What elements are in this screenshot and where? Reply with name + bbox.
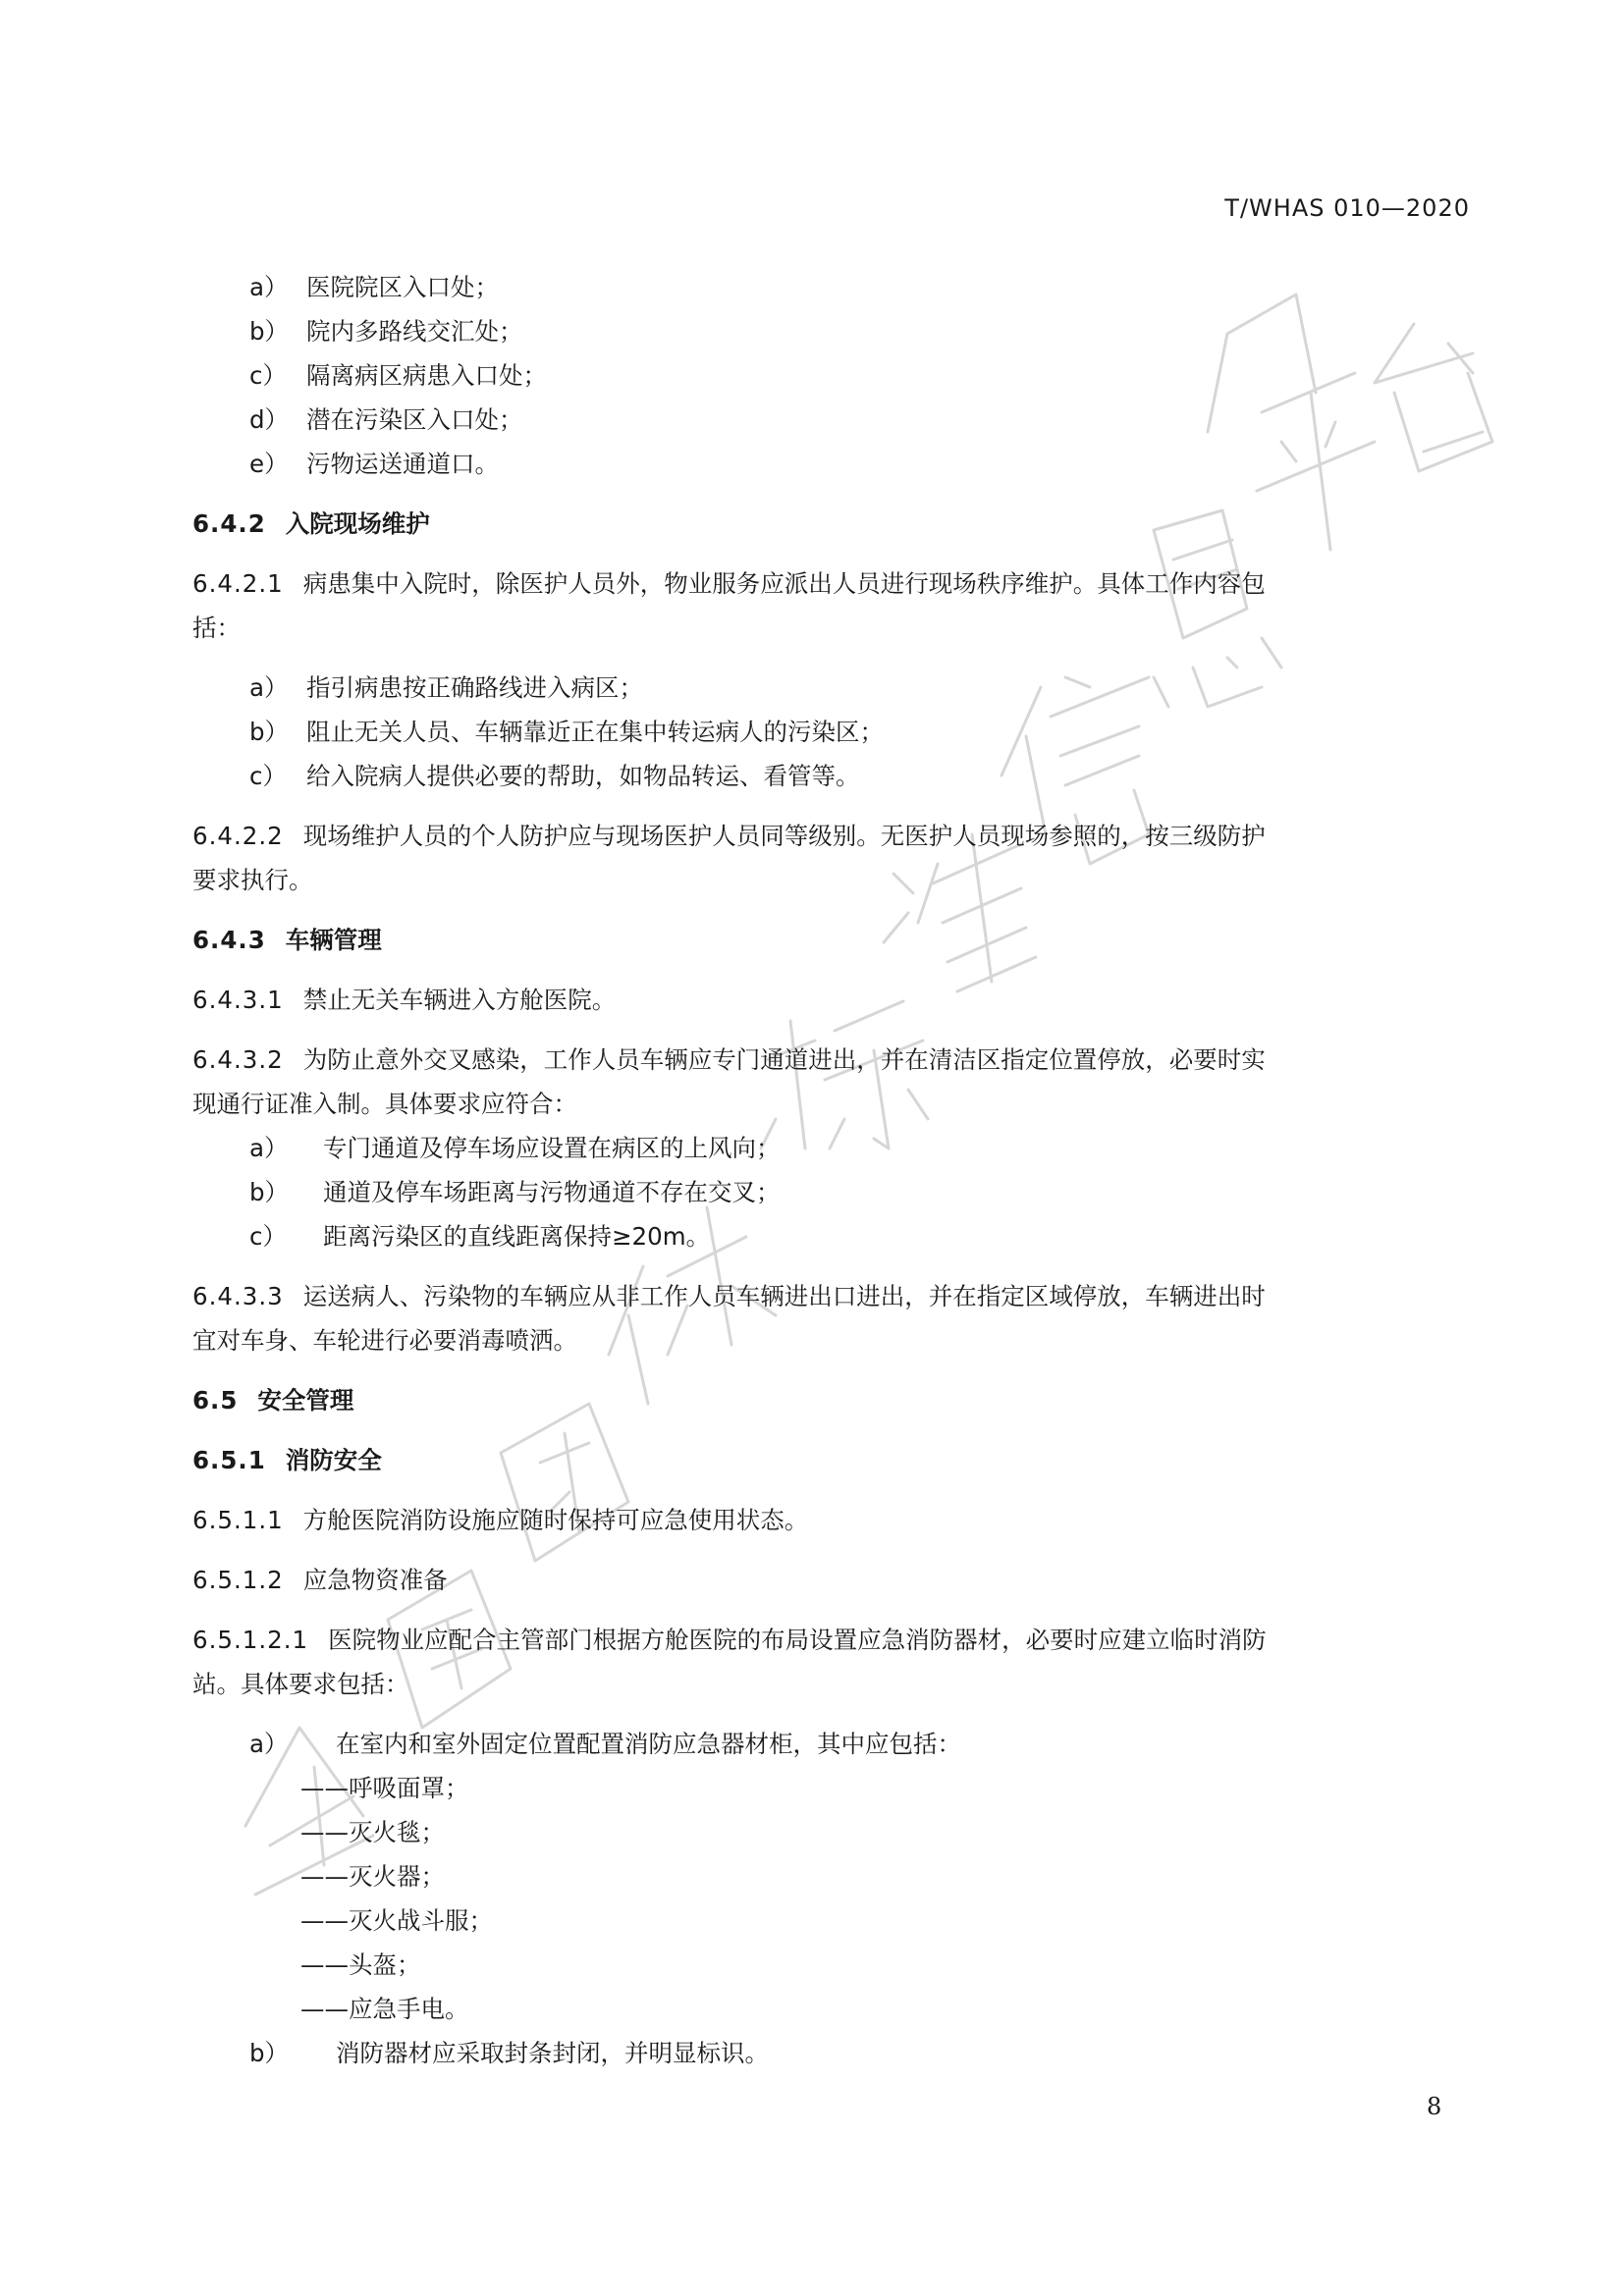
- clause-number: 6.4.3.2: [192, 1045, 284, 1074]
- clause-text-line1: 现场维护人员的个人防护应与现场医护人员同等级别。无医护人员现场参照的，按三级防护: [302, 822, 1266, 850]
- clause-number: 6.4.2.1: [192, 569, 284, 598]
- clause-number: 6.4.3.1: [192, 986, 284, 1014]
- list-item-text: 潜在污染区入口处；: [306, 405, 523, 434]
- list-item: [192, 265, 1469, 309]
- list-item: [192, 1214, 1469, 1258]
- section-number: 6.4.3: [192, 926, 266, 954]
- clause-number: 6.4.2.2: [192, 822, 284, 850]
- list-item-text: 医院院区入口处；: [306, 273, 499, 301]
- clause-number: 6.5.1.1: [192, 1506, 284, 1534]
- list-item-text: 给入院病人提供必要的帮助，如物品转运、看管等。: [306, 762, 860, 790]
- dash-item: ——应急手电。: [300, 1995, 469, 2023]
- list-item: [192, 1126, 1469, 1170]
- list-item-text: 污物运送通道口。: [306, 450, 499, 478]
- list-marker: c）: [249, 361, 287, 390]
- section-number: 6.4.2: [192, 509, 266, 538]
- list-item-text: 院内多路线交汇处；: [306, 317, 523, 346]
- clause-number: 6.5.1.2.1: [192, 1626, 309, 1654]
- list-marker: a）: [249, 1730, 289, 1758]
- page-number: 8: [1427, 2093, 1442, 2120]
- list-item: [192, 353, 1469, 398]
- clause-text-line1: 运送病人、污染物的车辆应从非工作人员车辆进出口进出，并在指定区域停放，车辆进出时: [302, 1282, 1266, 1310]
- list-vehicle-requirements: [192, 1126, 1469, 1258]
- list-item-text: 消防器材应采取封条封闭，并明显标识。: [336, 2039, 769, 2067]
- clause-6-5-1-1: [192, 1498, 1469, 1542]
- list-item-text: 专门通道及停车场应设置在病区的上风向；: [323, 1134, 781, 1162]
- dash-item: ——呼吸面罩；: [300, 1774, 469, 1802]
- clause-text: 方舱医院消防设施应随时保持可应急使用状态。: [302, 1506, 809, 1534]
- list-marker: b）: [249, 2039, 290, 2067]
- section-number: 6.5.1: [192, 1446, 266, 1474]
- clause-text-line2: 宜对车身、车轮进行必要消毒喷洒。: [192, 1326, 577, 1355]
- list-marker: c）: [249, 762, 287, 790]
- clause-text-line2: 现通行证准入制。具体要求应符合：: [192, 1090, 577, 1118]
- list-marker: c）: [249, 1222, 287, 1251]
- document-body: [192, 265, 1469, 2075]
- clause-text: 禁止无关车辆进入方舱医院。: [302, 986, 617, 1014]
- list-marker: a）: [249, 273, 289, 301]
- clause-number: 6.4.3.3: [192, 1282, 284, 1310]
- dash-item: ——头盔；: [300, 1950, 421, 1979]
- clause-number: 6.5.1.2: [192, 1566, 284, 1594]
- list-entrance-locations: [192, 265, 1469, 486]
- list-marker: e）: [249, 450, 289, 478]
- list-onsite-duties: [192, 666, 1469, 798]
- list-marker: b）: [249, 1178, 290, 1206]
- clause-text-line1: 病患集中入院时，除医护人员外，物业服务应派出人员进行现场秩序维护。具体工作内容包: [302, 569, 1266, 598]
- section-title: 消防安全: [285, 1446, 382, 1474]
- list-item-text: 距离污染区的直线距离保持≥20m。: [323, 1222, 711, 1251]
- list-marker: b）: [249, 317, 290, 346]
- list-item-text: 在室内和室外固定位置配置消防应急器材柜，其中应包括：: [336, 1730, 961, 1758]
- clause-text: 应急物资准备: [302, 1566, 448, 1594]
- section-number: 6.5: [192, 1386, 239, 1415]
- clause-text-line2: 站。具体要求包括：: [192, 1670, 409, 1698]
- section-heading-6-4-3: [192, 918, 1469, 962]
- list-item: [192, 309, 1469, 353]
- section-heading-6-5-1: [192, 1438, 1469, 1482]
- section-heading-6-5: [192, 1378, 1469, 1422]
- list-fire-equipment: [192, 1722, 1469, 2075]
- clause-6-4-3-2: [192, 1038, 1469, 1126]
- list-item: [192, 398, 1469, 442]
- clause-6-4-3-3: [192, 1274, 1469, 1362]
- list-marker: a）: [249, 673, 289, 702]
- section-title: 安全管理: [257, 1386, 354, 1415]
- list-item-text: 指引病患按正确路线进入病区；: [306, 673, 643, 702]
- clause-6-5-1-2: [192, 1558, 1469, 1602]
- section-heading-6-4-2: [192, 502, 1469, 546]
- list-marker: d）: [249, 405, 290, 434]
- dash-item: ——灭火毯；: [300, 1818, 445, 1846]
- clause-6-4-2-2: [192, 814, 1469, 902]
- document-code: T/WHAS 010—2020: [1224, 194, 1470, 222]
- list-item: [192, 666, 1469, 710]
- clause-6-5-1-2-1: [192, 1618, 1469, 1706]
- dash-item: ——灭火器；: [300, 1862, 445, 1891]
- list-item-text: 隔离病区病患入口处；: [306, 361, 547, 390]
- list-marker: a）: [249, 1134, 289, 1162]
- list-item: [192, 1170, 1469, 1214]
- clause-6-4-3-1: [192, 978, 1469, 1022]
- list-item: [192, 2031, 1469, 2075]
- list-item: [192, 754, 1469, 798]
- section-title: 车辆管理: [285, 926, 382, 954]
- clause-text-line1: 为防止意外交叉感染，工作人员车辆应专门通道进出，并在清洁区指定位置停放，必要时实: [302, 1045, 1266, 1074]
- list-item: [192, 442, 1469, 486]
- list-marker: b）: [249, 718, 290, 746]
- section-title: 入院现场维护: [285, 509, 430, 538]
- list-item: [192, 1722, 1469, 1766]
- clause-text-line2: 括：: [192, 614, 241, 642]
- dash-item: ——灭火战斗服；: [300, 1906, 493, 1935]
- list-item-text: 通道及停车场距离与污物通道不存在交叉；: [323, 1178, 781, 1206]
- clause-text-line1: 医院物业应配合主管部门根据方舱医院的布局设置应急消防器材，必要时应建立临时消防: [328, 1626, 1267, 1654]
- list-item: [192, 710, 1469, 754]
- list-item-text: 阻止无关人员、车辆靠近正在集中转运病人的污染区；: [306, 718, 884, 746]
- clause-6-4-2-1: [192, 561, 1469, 650]
- clause-text-line2: 要求执行。: [192, 866, 313, 894]
